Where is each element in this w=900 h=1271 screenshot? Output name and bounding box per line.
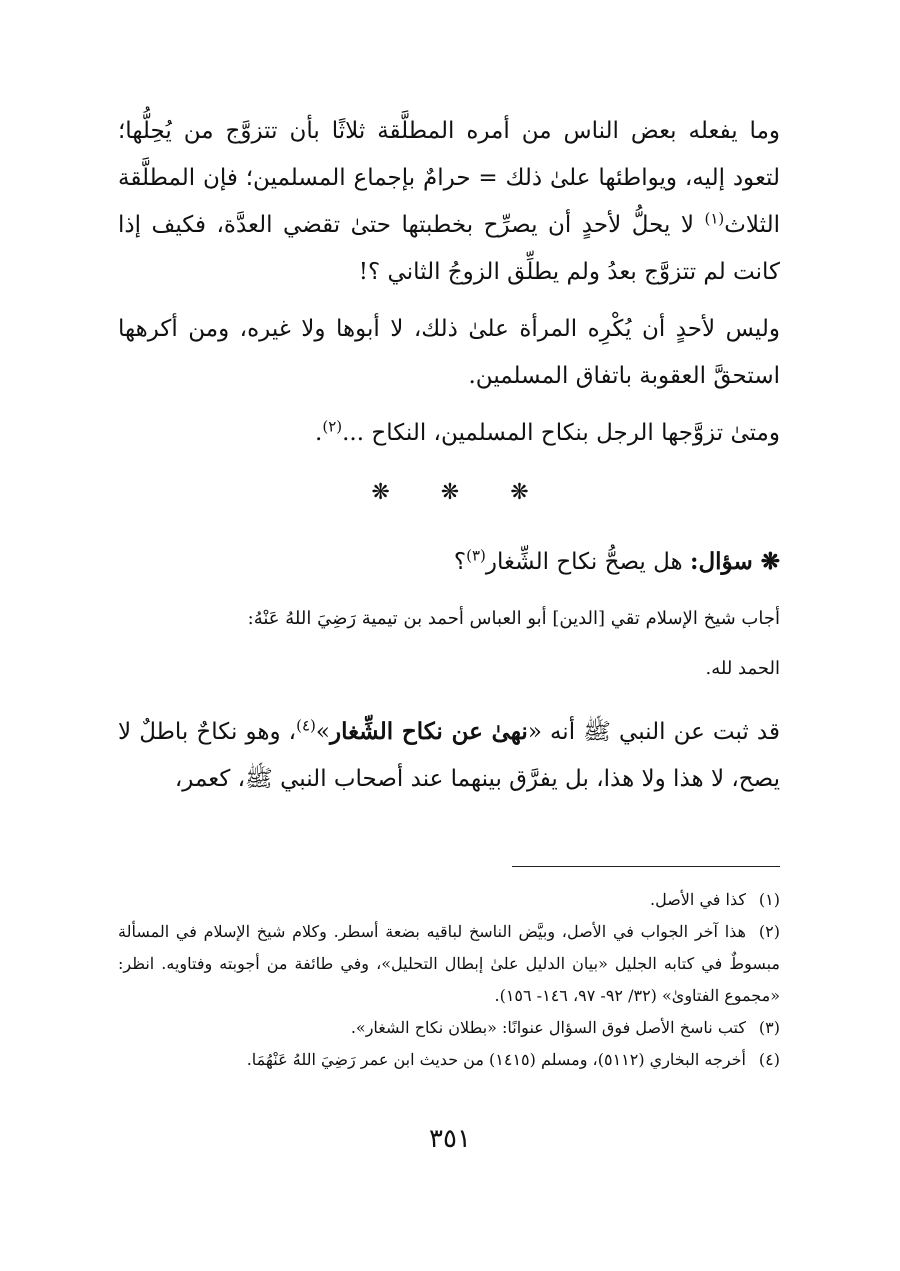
question-text: هل يصحُّ نكاح الشِّغار	[485, 549, 690, 575]
answer-text-a: قد ثبت عن النبي ﷺ أنه «	[527, 719, 780, 745]
answer-paragraph	[118, 708, 780, 803]
question-label: ❋ سؤال:	[689, 548, 780, 575]
footnote-divider	[512, 866, 780, 867]
footnote-ref-4[interactable]: (٤)	[296, 716, 316, 735]
paragraph-3	[118, 410, 780, 457]
answer-text-b: »	[315, 719, 330, 745]
section-separator	[0, 480, 900, 505]
footnote-text: أخرجه البخاري (٥١١٢)، ومسلم (١٤١٥) من حديث ابن عمر رَضِيَ اللهُ عَنْهُمَا.	[246, 1050, 746, 1069]
question-heading	[118, 542, 780, 582]
footnote-number: (١)	[758, 890, 780, 909]
page-number: ٣٥١	[429, 1124, 471, 1154]
paragraph-1	[118, 108, 780, 296]
footnote-text: كذا في الأصل.	[650, 890, 746, 909]
paragraph-1-text-a: وما يفعله بعض الناس من أمره المطلَّقة ثلاثًا بأن تتزوَّج من يُحِلُّها؛ لتعود إليه، ويواطئها علىٰ ذلك = حرامٌ بإجماع المسلمين؛ فإن المطلَّقة الثلاث	[118, 118, 780, 238]
footnote-2	[118, 916, 780, 1012]
footnote-3	[118, 1012, 780, 1044]
footnote-number: (٢)	[758, 922, 780, 941]
paragraph-1-text-b: لا يحلُّ لأحدٍ أن يصرِّح بخطبتها حتىٰ تقضي العدَّة، فكيف إذا كانت لم تتزوَّج بعدُ ولم يطلِّق الزوجُ الثاني ؟!	[118, 212, 780, 285]
separator-star-icon: ❋	[440, 480, 460, 505]
footnotes	[118, 884, 780, 1076]
footnote-ref-2[interactable]: (٢)	[322, 417, 343, 436]
footnote-number: (٤)	[758, 1050, 780, 1069]
separator-star-icon: ❋	[510, 480, 529, 505]
question-mark: ؟	[453, 549, 467, 575]
paragraph-3-end: .	[315, 420, 323, 446]
hamd-line: الحمد لله.	[705, 658, 780, 679]
footnote-ref-3[interactable]: (٣)	[466, 546, 486, 565]
paragraph-2: وليس لأحدٍ أن يُكْرِه المرأة علىٰ ذلك، لا أبوها ولا غيره، ومن أكرهها استحقَّ العقوبة باتفاق المسلمين.	[118, 316, 780, 389]
paragraph-3-text: ومتىٰ تزوَّجها الرجل بنكاح المسلمين، النكاح ...	[342, 420, 780, 446]
footnote-text: كتب ناسخ الأصل فوق السؤال عنوانًا: «بطلان نكاح الشغار».	[350, 1018, 746, 1037]
answered-by-line: أجاب شيخ الإسلام تقي [الدين] أبو العباس أحمد بن تيمية رَضِيَ اللهُ عَنْهُ:	[247, 608, 780, 629]
footnote-4	[118, 1044, 780, 1076]
footnote-text: هذا آخر الجواب في الأصل، وبيَّض الناسخ لباقيه بضعة أسطر. وكلام شيخ الإسلام في المسألة مبسوطٌ في كتابه الجليل «بيان الدليل علىٰ إبطال التحليل»، وفي طائفة من أجوبته وفتاويه. انظر: «مجموع الفتاوىٰ» (٣٢/ ٩٢- ٩٧، ١٤٦- ١٥٦).	[118, 922, 780, 1005]
separator-star-icon: ❋	[371, 480, 390, 505]
footnote-ref-1[interactable]: (١)	[704, 209, 725, 228]
hadith-quote: نهىٰ عن نكاح الشِّغار	[329, 718, 528, 745]
footnote-1	[118, 884, 780, 916]
answer-text-c: ، وهو نكاحٌ باطلٌ لا يصح، لا هذا ولا هذا، بل يفرَّق بينهما عند أصحاب النبي ﷺ، كعمر،	[118, 719, 780, 792]
main-text	[118, 108, 780, 457]
footnote-number: (٣)	[758, 1018, 780, 1037]
